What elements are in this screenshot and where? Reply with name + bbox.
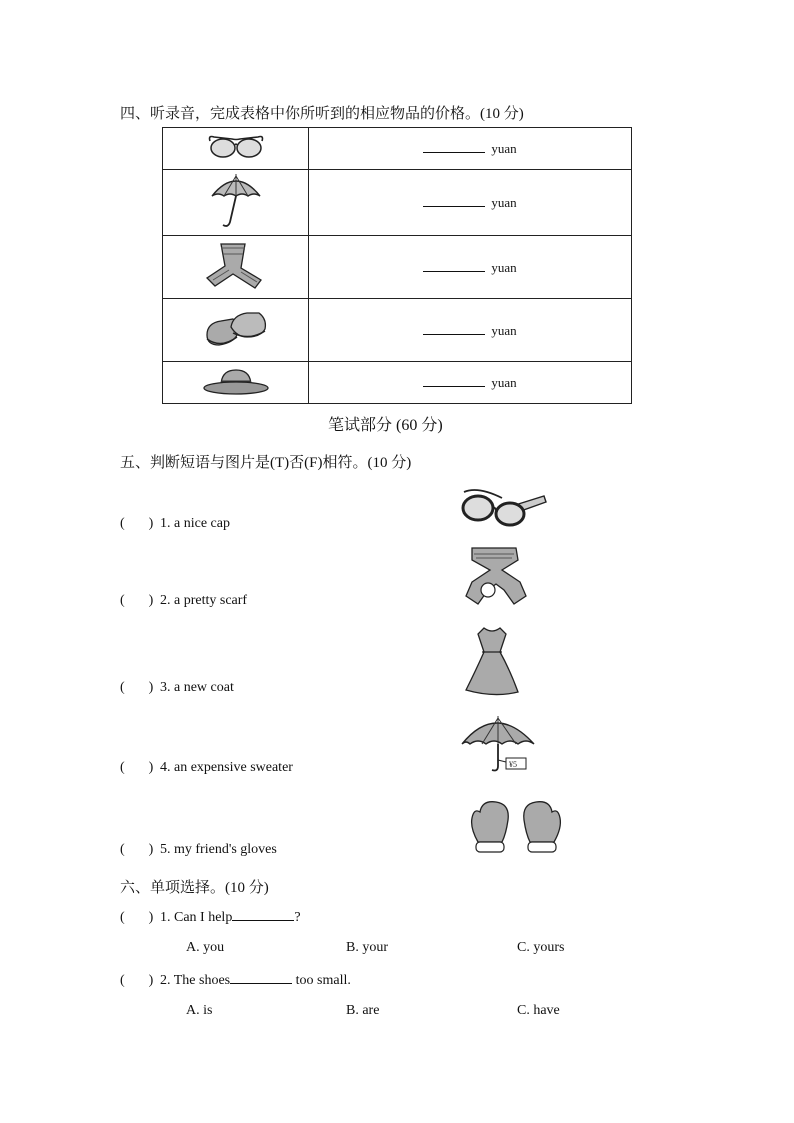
judge-picture (464, 626, 520, 701)
answer-blank[interactable] (423, 322, 485, 335)
close-paren: ) (148, 910, 154, 925)
open-paren: ( (120, 973, 125, 988)
unit-label: yuan (491, 375, 517, 390)
answer-blank[interactable] (230, 971, 292, 984)
umbrella-cell (163, 170, 309, 236)
judge-item (120, 760, 293, 776)
sunglasses-cell (163, 128, 309, 170)
question-text-end: ? (294, 910, 301, 925)
answer-blank[interactable] (423, 194, 485, 207)
shoes-icon (203, 305, 269, 351)
answer-blank[interactable] (423, 140, 485, 153)
judge-phrase: 1. a nice cap (160, 516, 230, 531)
option-c[interactable]: C. yours (517, 940, 565, 955)
close-paren: ) (148, 760, 154, 775)
price-answer (309, 236, 632, 299)
judge-phrase: 5. my friend's gloves (160, 842, 277, 857)
open-paren: ( (120, 842, 125, 857)
scarf-icon (201, 240, 271, 290)
choice-question (120, 971, 351, 989)
price-answer (309, 128, 632, 170)
open-paren: ( (120, 593, 125, 608)
hat-cell (163, 362, 309, 404)
answer-blank[interactable] (232, 908, 294, 921)
umbrella-icon (460, 710, 540, 776)
close-paren: ) (148, 842, 154, 857)
open-paren: ( (120, 516, 125, 531)
judge-item (120, 680, 234, 696)
scarf-cell (163, 236, 309, 299)
price-table (162, 127, 632, 404)
unit-label: yuan (491, 259, 517, 275)
close-paren: ) (148, 680, 154, 695)
dress-icon (464, 626, 520, 696)
close-paren: ) (148, 516, 154, 531)
answer-blank[interactable] (423, 259, 485, 272)
unit-label: yuan (491, 141, 517, 156)
close-paren: ) (148, 973, 154, 988)
question-text: 2. The shoes (160, 973, 231, 988)
section5-title: 五、判断短语与图片是(T)否(F)相符。(10 分) (120, 455, 412, 471)
judge-item (120, 593, 247, 609)
judge-phrase: 4. an expensive sweater (160, 760, 293, 775)
table-row (163, 362, 632, 404)
judge-phrase: 3. a new coat (160, 680, 234, 695)
answer-blank[interactable] (423, 374, 485, 387)
option-b[interactable]: B. are (346, 1003, 380, 1018)
section4-title: 四、听录音，完成表格中你所听到的相应物品的价格。(10 分) (120, 106, 524, 122)
table-row (163, 299, 632, 362)
close-paren: ) (148, 593, 154, 608)
option-a[interactable]: A. you (186, 940, 225, 955)
table-row (163, 128, 632, 170)
judge-phrase: 2. a pretty scarf (160, 593, 248, 608)
open-paren: ( (120, 760, 125, 775)
umbrella-icon (206, 170, 266, 230)
question-text: 1. Can I help (160, 910, 233, 925)
option-a[interactable]: A. is (186, 1003, 213, 1018)
unit-label: yuan (491, 322, 517, 338)
choice-question (120, 908, 301, 926)
shoes-cell (163, 299, 309, 362)
open-paren: ( (120, 680, 125, 695)
price-answer (309, 299, 632, 362)
judge-picture (460, 710, 540, 781)
judge-item (120, 516, 230, 532)
judge-picture (468, 798, 564, 861)
judge-picture (464, 546, 528, 613)
sunglasses-icon (206, 131, 266, 161)
open-paren: ( (120, 910, 125, 925)
table-row (163, 170, 632, 236)
table-row (163, 236, 632, 299)
option-b[interactable]: B. your (346, 940, 388, 955)
price-tag: ¥5 (509, 760, 517, 769)
judge-item (120, 842, 277, 858)
hat-icon (201, 364, 271, 396)
written-part-heading: 笔试部分 (60 分) (328, 417, 443, 434)
option-c[interactable]: C. have (517, 1003, 560, 1018)
glasses-icon (458, 484, 548, 528)
question-text-end: too small. (292, 973, 351, 988)
price-answer (309, 362, 632, 404)
unit-label: yuan (491, 195, 517, 210)
scarf-icon (464, 546, 528, 608)
judge-picture (458, 484, 548, 533)
section6-title: 六、单项选择。(10 分) (120, 880, 269, 896)
mittens-icon (468, 798, 564, 856)
price-answer (309, 170, 632, 236)
